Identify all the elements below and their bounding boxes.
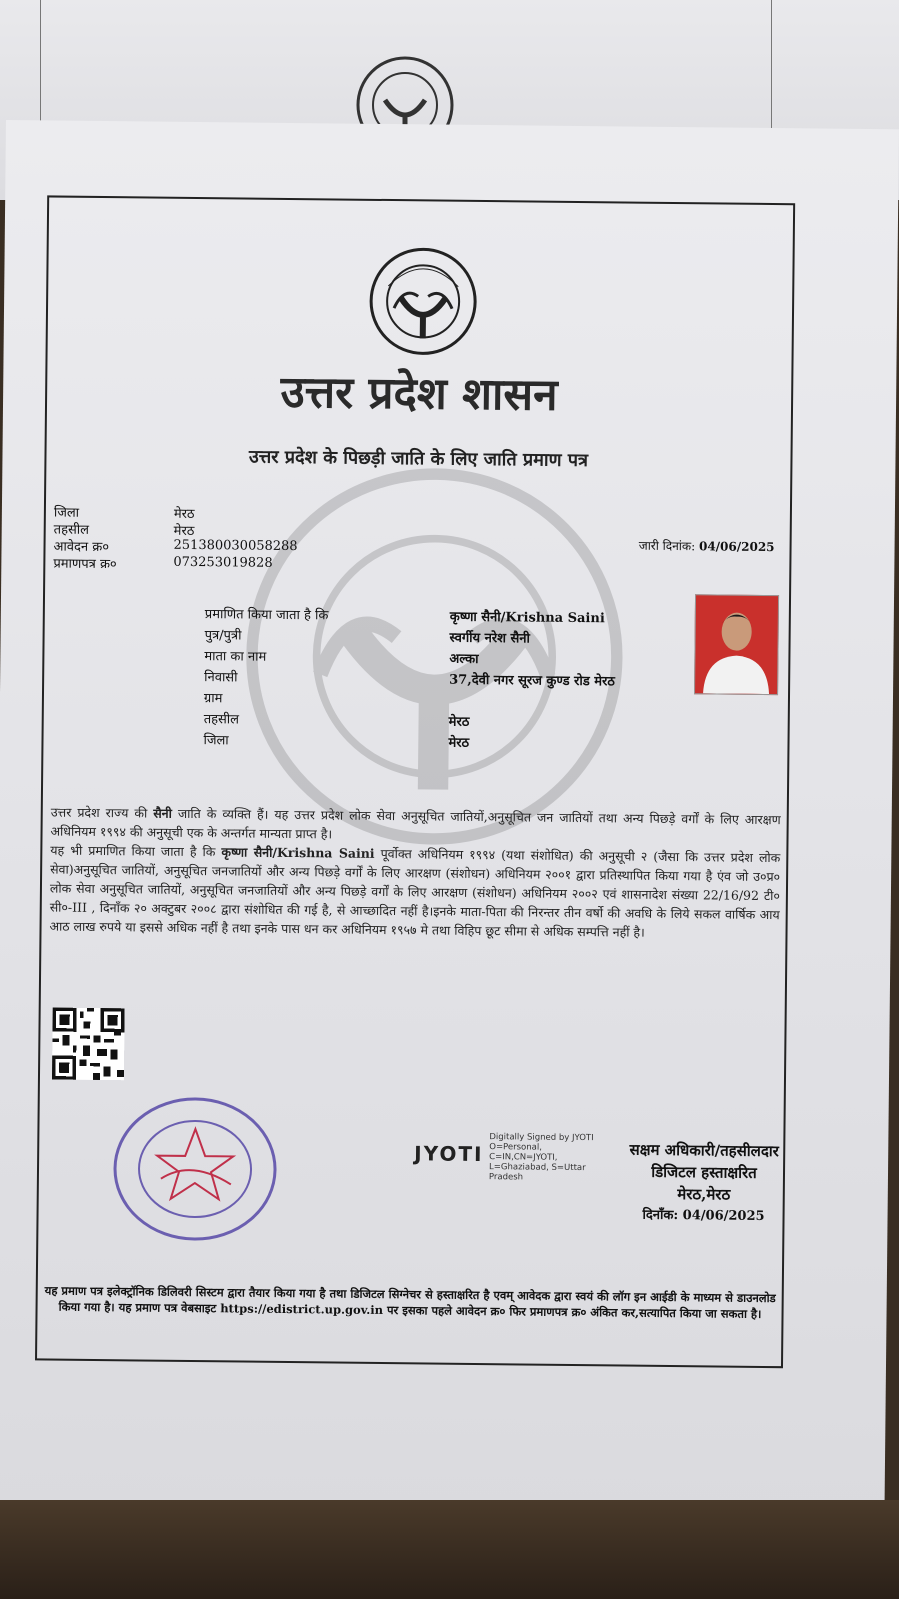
certificate-subtitle: उत्तर प्रदेश के पिछड़ी जाति के लिए जाति प्रमाण पत्र [248, 446, 589, 472]
resident-value: 37,देवी नगर सूरज कुण्ड रोड मेरठ [449, 672, 615, 690]
sign-date-label: दिनाँक: [642, 1207, 679, 1224]
officer-signature-block [608, 1138, 799, 1228]
detail-district-value: मेरठ [448, 735, 470, 751]
digital-line-5: Pradesh [488, 1172, 524, 1183]
resident-label: निवासी [204, 670, 238, 686]
child-label: पुत्र/पुत्री [204, 628, 242, 644]
page-title: उत्तर प्रदेश शासन [280, 366, 558, 421]
tehsil-label: तहसील [53, 522, 90, 538]
mother-label: माता का नाम [204, 649, 267, 665]
certificate-sheet [0, 120, 899, 1539]
digital-line-3: C=IN,CN=JYOTI, [489, 1152, 558, 1163]
village-label: ग्राम [203, 691, 223, 707]
applicant-name: कृष्णा सैनी/Krishna Saini [221, 844, 375, 861]
details-block [203, 604, 615, 755]
district-value: मेरठ [173, 506, 195, 522]
digital-signed-label: डिजिटल हस्ताक्षरित [651, 1162, 757, 1182]
child-value: स्वर्गीय नरेश सैनी [449, 630, 530, 647]
tehsil-value: मेरठ [173, 523, 195, 539]
meta-block [53, 503, 298, 574]
footer-note: यह प्रमाण पत्र इलेक्ट्रॉनिक डिलिवरी सिस्टम द्वारा तैयार किया गया है तथा डिजिटल सिग्नेचर से हस्ताक्षरित है एवम् आवेदक द्वारा स्वयं की लॉग इन आईडी के माध्यम से डाउनलोड किया गया है। यह प्रमाण पत्र वेबसाइट https://edistrict.up.gov.in पर इसका पहले आवेदन क्र० फिर प्रमाणपत्र क्र० अंकित कर,सत्यापित किया जा सकता है। [44, 1283, 776, 1321]
signer-name: JYOTI [414, 1141, 484, 1167]
para2-post: पूर्वोक्त अधिनियम १९९४ (यथा संशोधित) की अनुसूची २ (जैसा कि उत्तर प्रदेश लोक सेवा)अनुसूचित जातियों, अनुसूचित जनजातियों और अन्य पिछड़े वर्गों के लिए आरक्षण (संशोधन) अधिनियम २००१ द्वारा प्रतिस्थापित किया गया है एंव जो उ०प्र० लोक सेवा अनुसूचित जातियों, अनुसूचित जनजातियों और अन्य पिछड़े वर्गों के लिए आरक्षण (संशोधन) अधिनियम २००२ एवं शासनादेश संख्या 22/16/92 टी० सी०-III , दिनाँक २० अक्टुबर २००८ द्वारा संशोधित की गई है, से आच्छादित नहीं है।इनके माता-पिता की निरन्तर तीन वर्षो की अवधि के लिये सकल वार्षिक आय आठ लाख रुपये या इससे अधिक नहीं है तथा इनके पास धन कर अधिनियम १९५७ मे तथा विहिप छूट सीमा से अधिक सम्पत्ति नहीं है। [49, 845, 781, 940]
digital-signature-info [489, 1132, 600, 1183]
certificate-frame [35, 195, 795, 1368]
desk-surface [0, 1500, 899, 1599]
para1-pre: उत्तर प्रदेश राज्य की [50, 804, 154, 821]
seal-stamp-icon [110, 1093, 280, 1245]
certified-value: कृष्णा सैनी/Krishna Saini [449, 609, 605, 627]
detail-tehsil-value: मेरठ [448, 714, 470, 730]
applicant-photo [694, 594, 779, 695]
sign-date [608, 1204, 798, 1228]
application-label: आवेदन क्र० [53, 539, 110, 556]
certified-label: प्रमाणित किया जाता है कि [204, 607, 329, 624]
certificate-label: प्रमाणपत्र क्र० [53, 556, 117, 573]
issue-date-label: जारी दिनांक: [638, 538, 696, 554]
officer-place: मेरठ,मेरठ [677, 1185, 731, 1204]
digital-line-2: O=Personal, [489, 1142, 542, 1153]
para1-post: जाति के व्यक्ति हैं। यह उत्तर प्रदेश लोक सेवा अनुसूचित जातियों,अनुसूचित जन जातियों तथा अन्य पिछड़े वर्गों के लिए आरक्षण अधिनियम १९९४ की अनुसूची एक के अन्तर्गत मान्यता प्राप्त है। [50, 805, 781, 842]
up-emblem-icon [368, 246, 479, 357]
district-label: जिला [53, 505, 80, 521]
certificate-body [49, 803, 780, 944]
issue-date-value: 04/06/2025 [698, 539, 775, 555]
digital-line-1: Digitally Signed by JYOTI [489, 1132, 594, 1144]
officer-title: सक्षम अधिकारी/तहसीलदार [629, 1140, 779, 1161]
caste-name: सैनी [153, 805, 172, 821]
digital-line-4: L=Ghaziabad, S=Uttar [489, 1162, 586, 1174]
mother-value: अल्का [449, 651, 479, 667]
qr-code-icon [52, 1008, 125, 1081]
certificate-value: 073253019828 [173, 554, 273, 571]
issue-date [639, 537, 775, 555]
detail-district-label: जिला [203, 733, 229, 749]
application-value: 251380030058288 [173, 537, 298, 555]
detail-tehsil-label: तहसील [203, 712, 240, 728]
sign-date-value: 04/06/2025 [682, 1208, 765, 1225]
para2-pre: यह भी प्रमाणित किया जाता है कि [50, 842, 222, 860]
